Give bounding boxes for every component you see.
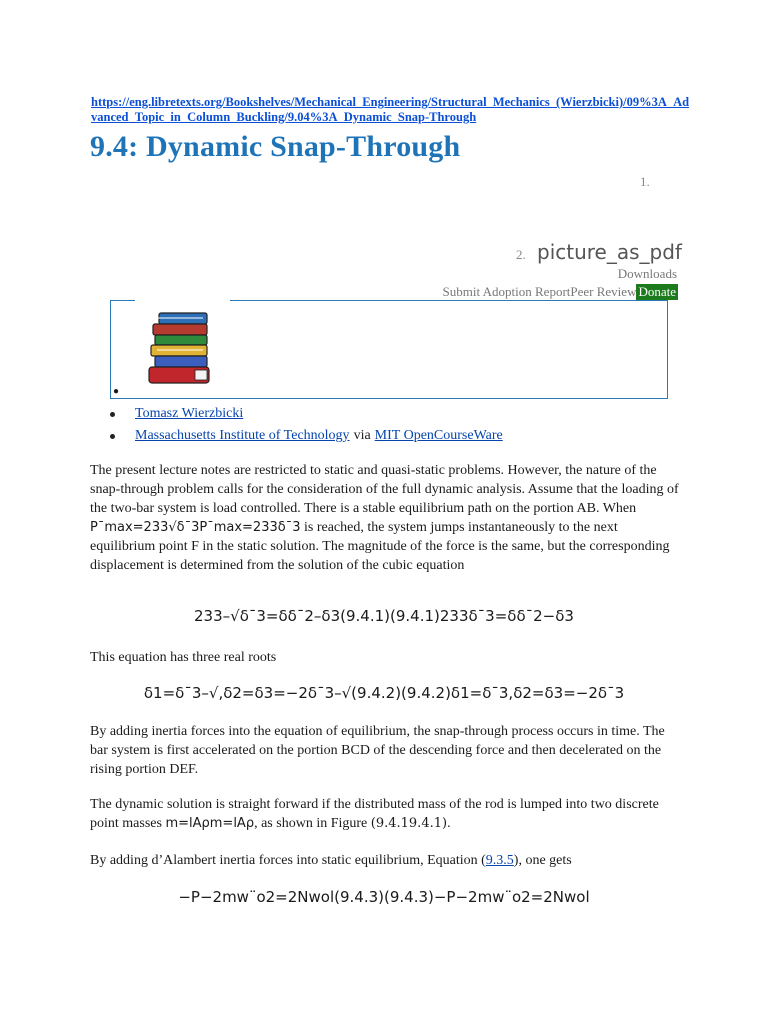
toolbar-menu-row	[443, 284, 678, 300]
page-title: 9.4: Dynamic Snap-Through	[90, 130, 461, 163]
equation-9-4-1: 233–√δ¯3=δδ¯2–δ3(9.4.1)(9.4.1)233δ¯3=δδ¯2−δ3	[194, 607, 574, 625]
books-stack-icon	[145, 310, 217, 390]
equation-9-4-2: δ1=δ¯3–√,δ2=δ3=−2δ¯3–√(9.4.2)(9.4.2)δ1=δ¯3,δ2=δ3=−2δ¯3	[143, 684, 625, 702]
peer-review-link[interactable]: Peer Review	[570, 284, 637, 299]
equation-9-4-3: −P−2mw¨o2=2Nwol(9.4.3)(9.4.3)−P−2mw¨o2=2Nwol	[178, 888, 590, 906]
pdf-icon[interactable]: picture_as_pdf	[537, 240, 682, 264]
box-bullet: ●	[113, 386, 120, 397]
inline-math-pmax: P¯max=233√δ¯3P¯max=233δ¯3	[90, 520, 301, 535]
equation-reference-link[interactable]: 9.3.5	[485, 853, 514, 868]
downloads-menu[interactable]: Downloads	[617, 266, 677, 281]
box-gap	[135, 296, 230, 304]
submit-adoption-report-link[interactable]: Submit Adoption Report	[442, 284, 571, 299]
institution-link[interactable]: Massachusetts Institute of Technology	[135, 428, 350, 443]
inline-math-mass: m=lAρm=lAρ	[165, 816, 255, 831]
paragraph-intro: The present lecture notes are restricted to static and quasi-static problems. However, the nature of the snap-through problem calls for the consideration of the full dynamic analysis. Assume that the loading of the two-bar system is load controlled. There is a stable equilibrium path on the portion AB. When P¯max=233√δ¯3P¯max=233δ¯3 is reached, the system jumps instantaneously to the next equilibrium point F in the static solution. The magnitude of the force is the same, but the corresponding displacement is determined from the solution of the cubic equation	[90, 463, 679, 573]
list-number-1: 1.	[640, 174, 650, 189]
paragraph-dalambert: By adding d’Alambert inertia forces into static equilibrium, Equation (9.3.5), one gets	[90, 853, 572, 868]
author-link[interactable]: Tomasz Wierzbicki	[135, 406, 244, 421]
paragraph-inertia: By adding inertia forces into the equation of equilibrium, the snap-through process occurs in time. The bar system is first accelerated on the portion BCD of the descending force and then decelerated on the rising portion DEF.	[90, 724, 665, 777]
source-url-link[interactable]: https://eng.libretexts.org/Bookshelves/Mechanical_Engineering/Structural_Mechanics_(Wierzbicki)/09%3A_Advanced_Topic_in_Column_Buckling/9.04%3A_Dynamic_Snap-Through	[91, 95, 690, 124]
paragraph-roots: This equation has three real roots	[90, 650, 277, 665]
list-item-author	[110, 403, 503, 425]
author-list	[110, 403, 503, 447]
bullet-icon	[110, 434, 115, 439]
list-number-2: 2.	[516, 247, 526, 262]
donate-button[interactable]: Donate	[638, 284, 676, 299]
bullet-icon	[110, 412, 115, 417]
figure-reference: (9.4.19.4.1)	[370, 816, 448, 831]
list-item-institution	[110, 425, 503, 447]
paragraph-dynamic-solution: The dynamic solution is straight forward if the distributed mass of the rod is lumped into two discrete point masses m=lAρm=lAρ, as shown in Figure (9.4.19.4.1).	[90, 797, 659, 831]
source-link[interactable]: MIT OpenCourseWare	[374, 428, 503, 443]
via-text: via	[353, 428, 371, 443]
